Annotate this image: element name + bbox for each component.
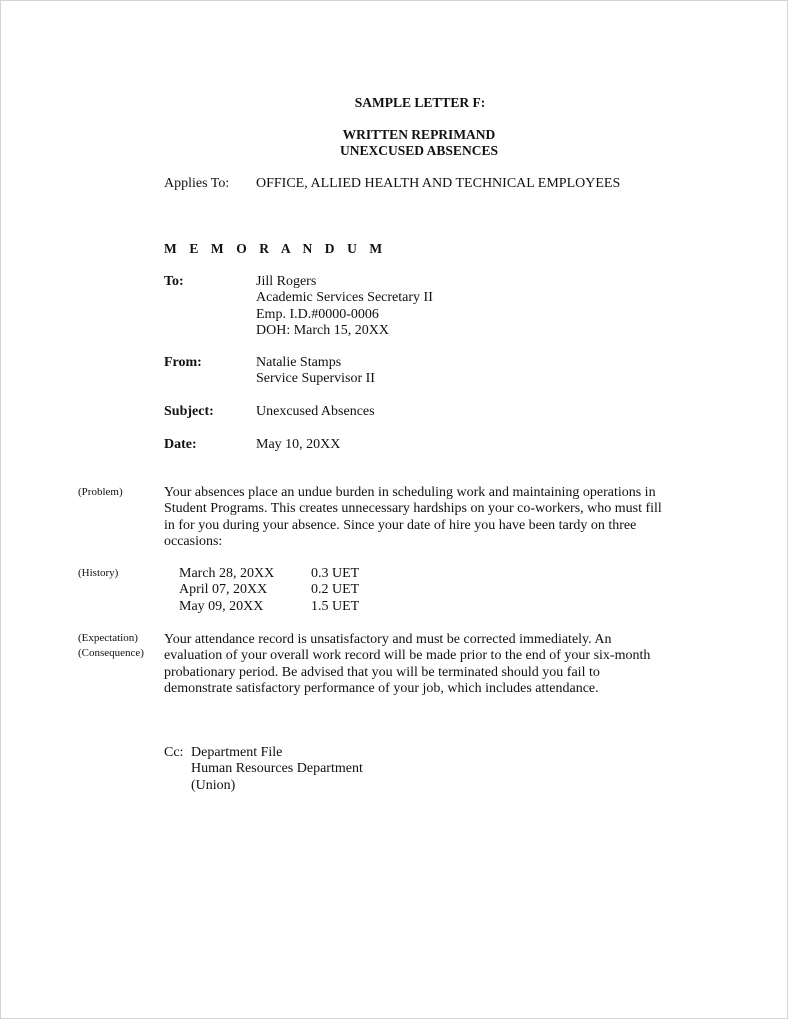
to-title: Academic Services Secretary II [256,290,433,306]
subject-value: Unexcused Absences [256,404,375,419]
memorandum-heading: M E M O R A N D U M [164,241,387,256]
to-label: To: [164,274,184,289]
letter-subtitle-line2: UNEXCUSED ABSENCES [340,143,498,158]
cc-item: Human Resources Department [191,761,363,777]
from-label: From: [164,355,202,370]
expectation-margin-label: (Expectation) [78,632,138,644]
history-amount: 0.3 UET [311,566,360,581]
history-dates [179,566,274,615]
letter-title: SAMPLE LETTER F: [354,95,486,110]
expectation-paragraph [164,632,650,698]
cc-item: (Union) [191,777,236,793]
cc-item: Department File [191,745,283,760]
cc-list [191,745,363,794]
letter-subtitle-line1: WRITTEN REPRIMAND [342,127,496,142]
history-date: April 07, 20XX [179,582,268,598]
subject-label: Subject: [164,404,214,419]
to-doh: DOH: March 15, 20XX [256,323,389,339]
expectation-line: Your attendance record is unsatisfactory and must be corrected immediately. An [164,632,612,647]
problem-line: Your absences place an undue burden in scheduling work and maintaining operations in [164,485,656,500]
expectation-line: probationary period. Be advised that you will be terminated should you fail to [164,664,600,680]
history-margin-label: (History) [78,567,119,579]
problem-line: occasions: [164,534,223,550]
applies-to-value: OFFICE, ALLIED HEALTH AND TECHNICAL EMPLOYEES [256,176,621,191]
to-emp-id: Emp. I.D.#0000-0006 [256,306,379,322]
cc-label: Cc: [164,745,184,760]
history-amounts [311,566,359,615]
problem-margin-label: (Problem) [78,486,123,498]
history-amount: 0.2 UET [311,582,360,598]
history-amount: 1.5 UET [311,598,360,614]
to-block [256,274,433,340]
problem-line: Student Programs. This creates unnecessary hardships on your co-workers, who must fill [164,501,662,517]
expectation-margin-labels [78,631,144,661]
problem-line: in for you during your absence. Since your date of hire you have been tardy on three [164,517,637,533]
from-name: Natalie Stamps [256,355,342,370]
date-value: May 10, 20XX [256,437,341,452]
expectation-line: evaluation of your overall work record will be made prior to the end of your six-month [164,648,651,664]
consequence-margin-label: (Consequence) [78,647,144,659]
history-date: May 09, 20XX [179,598,264,614]
to-name: Jill Rogers [256,274,317,289]
applies-to-label: Applies To: [164,176,230,191]
expectation-line: demonstrate satisfactory performance of your job, which includes attendance. [164,681,599,697]
from-block [256,355,375,388]
problem-paragraph [164,485,662,551]
history-date: March 28, 20XX [179,566,275,581]
from-title: Service Supervisor II [256,371,375,387]
date-label: Date: [164,437,197,452]
